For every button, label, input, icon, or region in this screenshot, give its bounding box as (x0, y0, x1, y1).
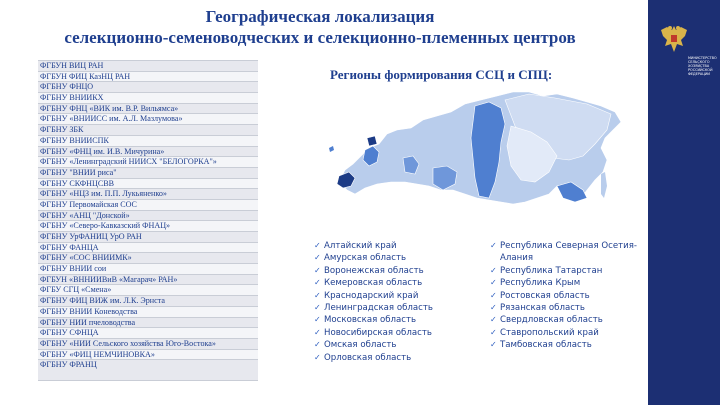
check-icon: ✓ (314, 290, 321, 300)
sakhalin-island (601, 172, 607, 198)
list-item: ✓ Омская область (314, 340, 397, 351)
check-icon: ✓ (490, 278, 497, 288)
regions-list-right (490, 240, 640, 352)
table-row: ФГБНУ «ВНИИСС им. А.Л. Мазлумова» (38, 114, 258, 125)
table-row: ФГБНУ «СОС ВНИИМК» (38, 253, 258, 264)
table-row: ФГБНУ ФРАНЦ (38, 360, 258, 381)
list-item: ✓ Краснодарский край (314, 290, 419, 301)
table-row: ФГБНУ СФНЦА (38, 328, 258, 339)
table-row: ФГБНУ ФНЦ «ВИК им. В.Р. Вильямса» (38, 104, 258, 115)
table-row: ФГБНУ СКФНЦСВВ (38, 179, 258, 190)
check-icon: ✓ (314, 278, 321, 288)
title-line-1: Географическая локализация (205, 7, 435, 26)
table-row: ФГБНУ ФИЦ ВИЖ им. Л.К. Эрнста (38, 296, 258, 307)
check-icon: ✓ (490, 241, 497, 250)
table-row: ФГБНУ ВНИИ Коневодства (38, 307, 258, 318)
list-item: ✓ Ставропольский край (490, 327, 599, 338)
check-icon: ✓ (314, 241, 321, 250)
list-item: ✓ Республика Татарстан (490, 265, 603, 276)
list-item: ✓ Ленинградская область (314, 303, 433, 314)
list-item: ✓ Республика Крым (490, 278, 581, 289)
table-row: ФГБНУ УрФАНИЦ УрО РАН (38, 232, 258, 243)
check-icon: ✓ (490, 265, 497, 275)
table-row: ФГБУ СГЦ «Смена» (38, 285, 258, 296)
table-row: ФГБНУ ЗБК (38, 125, 258, 136)
list-item: ✓ Кемеровская область (314, 278, 423, 289)
table-row: ФГБНУ ВНИИ сои (38, 264, 258, 275)
check-icon: ✓ (314, 265, 321, 275)
regions-list-left (314, 240, 489, 364)
table-row: ФГБУН ФИЦ КазНЦ РАН (38, 72, 258, 83)
table-row: ФГБНУ «Ленинградский НИИСХ "БЕЛОГОРКА"» (38, 157, 258, 168)
check-icon: ✓ (314, 352, 321, 362)
check-icon: ✓ (314, 340, 321, 350)
list-item: ✓ Свердловская область (490, 315, 603, 326)
kaliningrad-region (329, 146, 334, 152)
table-row: ФГБНУ ВНИИКХ (38, 93, 258, 104)
table-row: ФГБНУ ВНИИСПК (38, 136, 258, 147)
table-row: ФГБНУ «Северо-Кавказский ФНАЦ» (38, 221, 258, 232)
table-row: ФГБНУ «НИИ Сельского хозяйства Юго-Востока» (38, 339, 258, 350)
list-item: ✓ Ростовская область (490, 290, 590, 301)
title-line-2: селекционно-семеноводческих и селекционно-племенных центров (64, 28, 576, 47)
check-icon: ✓ (490, 327, 497, 337)
check-icon: ✓ (490, 290, 497, 300)
check-icon: ✓ (314, 315, 321, 325)
page-title (0, 6, 640, 48)
list-item: ✓ Рязанская область (490, 303, 586, 314)
table-row: ФГБНУ Первомайская СОС (38, 200, 258, 211)
table-row: ФГБНУ ФАНЦА (38, 243, 258, 254)
table-row: ФГБНУ «ФНЦ им. И.В. Мичурина» (38, 147, 258, 158)
table-row: ФГБНУ НИИ пчеловодства (38, 318, 258, 329)
double-headed-eagle-icon (659, 22, 689, 56)
check-icon: ✓ (490, 340, 497, 350)
ministry-caption: МИНИСТЕРСТВО СЕЛЬСКОГО ХОЗЯЙСТВА РОССИЙСКОЙ ФЕДЕРАЦИИ (688, 56, 717, 76)
table-row: ФГБНУ «НЦЗ им. П.П. Лукьяненко» (38, 189, 258, 200)
list-item: ✓ Воронежская область (314, 265, 424, 276)
table-row: ФГБНУ ФНЦО (38, 82, 258, 93)
check-icon: ✓ (490, 315, 497, 325)
table-row: ФГБНУ «ФИЦ НЕМЧИНОВКА» (38, 350, 258, 361)
ministry-sidebar (648, 0, 720, 405)
centers-table (38, 60, 258, 381)
list-item: ✓ Республика Северная Осетия-Алания (490, 241, 637, 264)
list-item: ✓ Московская область (314, 315, 417, 326)
map-heading: Регионы формирования ССЦ и СПЦ: (330, 67, 553, 82)
list-item: ✓ Новосибирская область (314, 327, 432, 338)
leningrad-highlight (367, 136, 377, 146)
russia-regions-map (325, 86, 625, 236)
table-row: ФГБУН ВИЦ РАН (38, 61, 258, 72)
list-item: ✓ Орловская область (314, 352, 412, 363)
check-icon: ✓ (314, 253, 321, 263)
check-icon: ✓ (490, 303, 497, 313)
list-item: ✓ Алтайский край (314, 241, 397, 251)
check-icon: ✓ (314, 327, 321, 337)
check-icon: ✓ (314, 303, 321, 313)
list-item: ✓ Тамбовская область (490, 340, 592, 351)
table-row: ФГБНУ «АНЦ "Донской» (38, 211, 258, 222)
table-row: ФГБУН «ВННИИВиВ «Магарач» РАН» (38, 275, 258, 286)
table-row: ФГБНУ "ВНИИ риса" (38, 168, 258, 179)
list-item: ✓ Амурская область (314, 253, 407, 264)
